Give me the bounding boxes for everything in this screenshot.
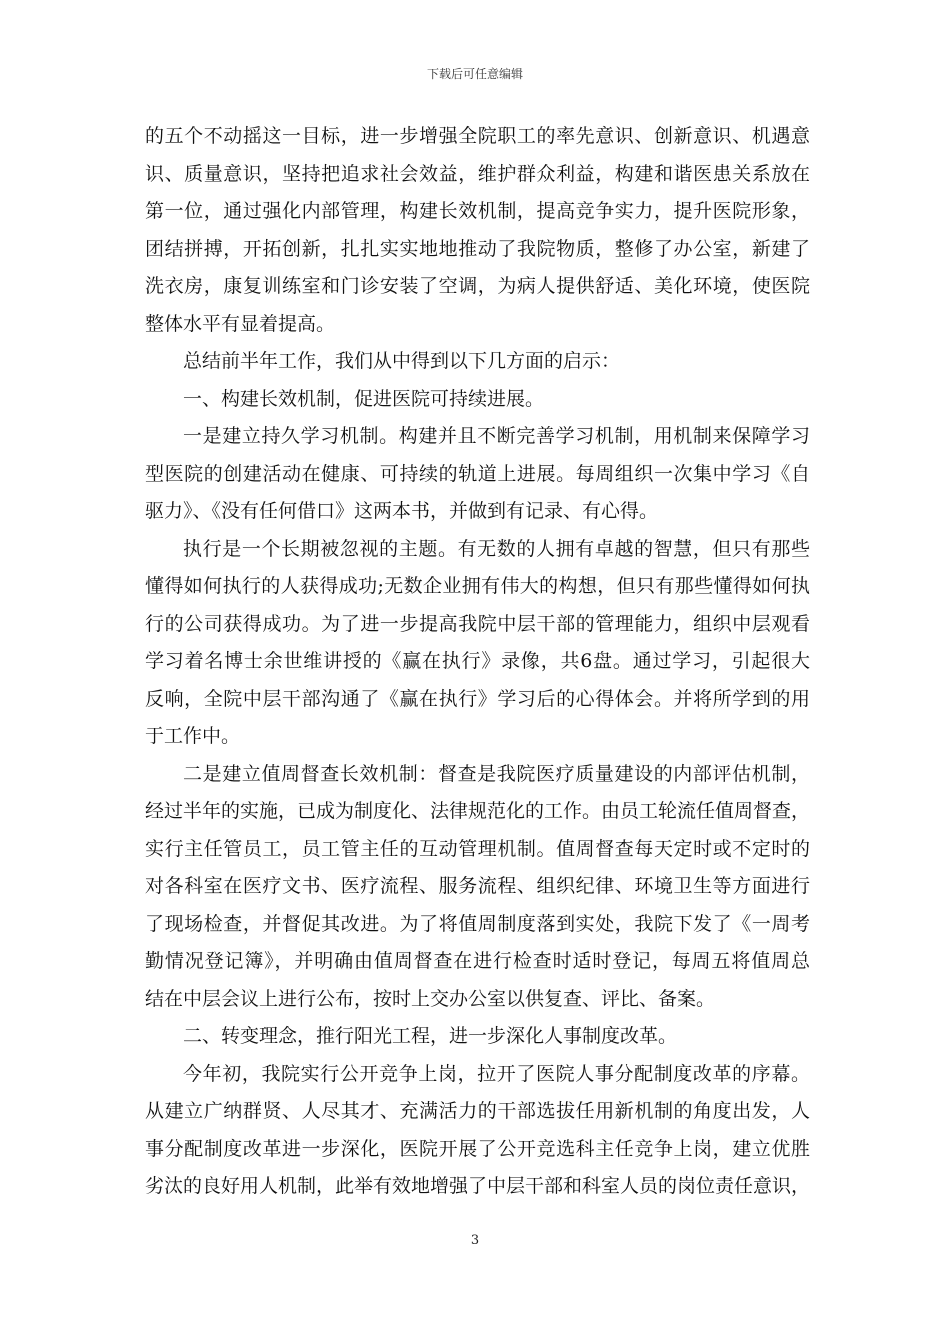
text-line: 团结拼搏，开拓创新，扎扎实实地地推动了我院物质，整修了办公室，新建了 [145, 237, 810, 260]
text-line: 识、质量意识，坚持把追求社会效益，维护群众利益，构建和谐医患关系放在 [145, 162, 810, 185]
section-heading: 二、转变理念，推行阳光工程，进一步深化人事制度改革。 [183, 1025, 678, 1047]
text-line: 一是建立持久学习机制。构建并且不断完善学习机制，用机制来保障学习 [183, 425, 810, 447]
text-line: 了现场检查，并督促其改进。为了将值周制度落到实处，我院下发了《一周考 [145, 912, 810, 935]
text-line: 经过半年的实施，已成为制度化、法律规范化的工作。由员工轮流任值周督查， [145, 800, 811, 822]
text-line: 懂得如何执行的人获得成功;无数企业拥有伟大的构想，但只有那些懂得如何执 [145, 575, 810, 597]
page-header: 下载后可任意编辑 [426, 67, 523, 81]
text-line: 行的公司获得成功。为了进一步提高我院中层干部的管理能力，组织中层观看 [145, 612, 810, 635]
text-line: 学习着名博士余世维讲授的《赢在执行》录像，共6盘。通过学习，引起很大 [145, 650, 810, 672]
text-line: 驱力》、《没有任何借口》这两本书，并做到有记录、有心得。 [145, 500, 659, 522]
text-line: 反响，全院中层干部沟通了《赢在执行》学习后的心得体会。并将所学到的用 [145, 687, 810, 710]
document-body [145, 118, 810, 1206]
text-line: 第一位，通过强化内部管理，构建长效机制，提高竞争实力，提升医院形象， [145, 200, 810, 222]
text-line: 今年初，我院实行公开竞争上岗，拉开了医院人事分配制度改革的序幕。 [183, 1062, 810, 1085]
text-line: 从建立广纳群贤、人尽其才、充满活力的干部选拔任用新机制的角度出发，人 [145, 1100, 810, 1122]
text-line: 洗衣房，康复训练室和门诊安装了空调，为病人提供舒适、美化环境，使医院 [145, 275, 810, 297]
text-line: 劣汰的良好用人机制，此举有效地增强了中层干部和科室人员的岗位责任意识， [145, 1175, 811, 1197]
text-line: 的五个不动摇这一目标，进一步增强全院职工的率先意识、创新意识、机遇意 [145, 125, 810, 147]
text-line: 实行主任管员工，员工管主任的互动管理机制。值周督查每天定时或不定时的 [145, 837, 810, 860]
text-line: 二是建立值周督查长效机制：督查是我院医疗质量建设的内部评估机制， [183, 762, 810, 785]
text-line: 执行是一个长期被忽视的主题。有无数的人拥有卓越的智慧，但只有那些 [183, 537, 810, 560]
page-number: 3 [470, 1233, 480, 1248]
text-line: 对各科室在医疗文书、医疗流程、服务流程、组织纪律、环境卫生等方面进行 [145, 875, 810, 897]
text-line: 型医院的创建活动在健康、可持续的轨道上进展。每周组织一次集中学习《自 [145, 462, 810, 485]
text-line: 结在中层会议上进行公布，按时上交办公室以供复查、评比、备案。 [145, 987, 716, 1010]
text-line: 勤情况登记簿》，并明确由值周督查在进行检查时适时登记，每周五将值周总 [145, 950, 810, 972]
text-line: 事分配制度改革进一步深化，医院开展了公开竞选科主任竞争上岗，建立优胜 [145, 1137, 810, 1160]
text-line: 于工作中。 [145, 725, 241, 747]
section-heading: 一、构建长效机制，促进医院可持续进展。 [183, 387, 545, 410]
text-line: 整体水平有显着提高。 [145, 312, 336, 335]
text-line: 总结前半年工作，我们从中得到以下几方面的启示： [183, 350, 621, 372]
